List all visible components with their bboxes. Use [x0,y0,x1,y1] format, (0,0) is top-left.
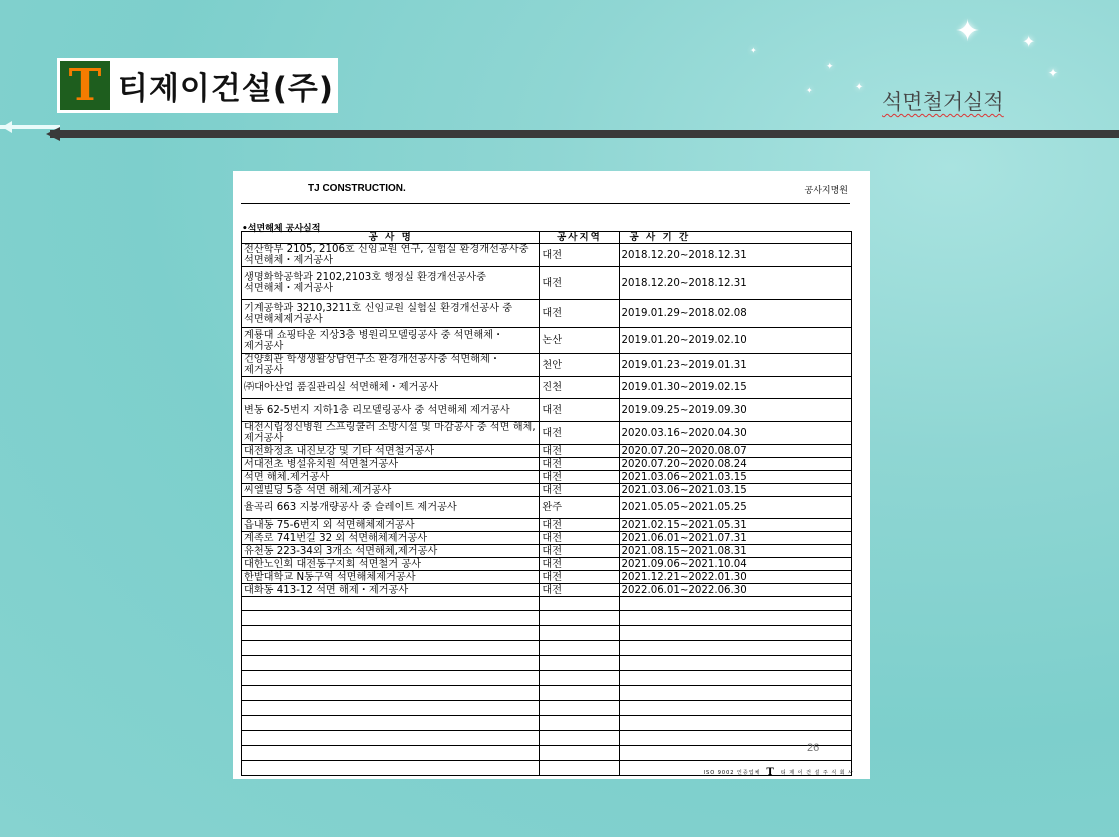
cell-period: 2021.09.06~2021.10.04 [619,558,851,571]
empty-row [242,597,852,611]
header-divider [50,130,1119,138]
table-row [242,267,852,300]
cell-period: 2021.12.21~2022.01.30 [619,571,851,584]
cell-name: 건양회관 학생생활상담연구소 환경개선공사중 석면해체・제거공사 [242,354,540,377]
cell-period: 2021.06.01~2021.07.31 [619,532,851,545]
cell-name: 기계공학과 3210,3211호 신임교원 실험실 환경개선공사 중 석면해체제거공사 [242,300,540,328]
cell-period: 2021.03.06~2021.03.15 [619,471,851,484]
empty-cell [242,671,540,686]
empty-cell [619,656,851,671]
table-row [242,300,852,328]
document-type: 공사지명원 [804,186,848,196]
column-header-name: 공 사 명 [242,232,540,244]
empty-row [242,656,852,671]
cell-period: 2019.01.20~2019.02.10 [619,328,851,354]
empty-cell [540,611,619,626]
cell-name: 계룡대 쇼핑타운 지상3층 병원리모델링공사 중 석면해체・제거공사 [242,328,540,354]
cell-period: 2020.07.20~2020.08.24 [619,458,851,471]
empty-cell [619,701,851,716]
cell-name: 유천동 223-34외 3개소 석면해체,제거공사 [242,545,540,558]
cell-name: 대전시립정신병원 스프링쿨러 소방시설 및 마감공사 중 석면 해체,제거공사 [242,422,540,445]
sparkle-decoration: ✦ [1022,32,1036,51]
document-rule [241,203,850,204]
empty-cell [540,746,619,761]
empty-cell [242,656,540,671]
empty-cell [619,611,851,626]
cell-region: 대전 [540,267,619,300]
footer-certification: ISO 9002 인증업체 [703,770,761,776]
logo-letter: T [68,59,102,111]
empty-row [242,716,852,731]
arrow-left-icon [46,127,60,141]
sparkle-decoration: ✦ [750,46,757,55]
cell-period: 2019.09.25~2019.09.30 [619,399,851,422]
table-row [242,584,852,597]
column-header-period: 공 사 기 간 [619,232,851,244]
footer-logo-mark: T [766,767,775,778]
page-title: 석면철거실적 [882,90,1004,114]
table-row [242,545,852,558]
cell-region: 대전 [540,300,619,328]
cell-region: 대전 [540,571,619,584]
cell-region: 논산 [540,328,619,354]
page-number: 26 [807,742,820,754]
empty-cell [242,641,540,656]
cell-region: 대전 [540,519,619,532]
document-footer [704,767,854,778]
empty-cell [540,701,619,716]
cell-name: 한밭대학교 N동구역 석면해체제거공사 [242,571,540,584]
empty-cell [242,597,540,611]
empty-row [242,611,852,626]
empty-cell [540,626,619,641]
empty-cell [540,716,619,731]
cell-period: 2019.01.30~2019.02.15 [619,377,851,399]
cell-name: 서대전초 병설유치원 석면철거공사 [242,458,540,471]
cell-period: 2020.03.16~2020.04.30 [619,422,851,445]
cell-name: 대전화정초 내진보강 및 기타 석면철거공사 [242,445,540,458]
column-header-region: 공사지역 [540,232,619,244]
document-page [233,171,870,779]
empty-row [242,701,852,716]
cell-region: 대전 [540,471,619,484]
empty-row [242,626,852,641]
table-row [242,484,852,497]
sparkle-decoration: ✦ [855,82,864,93]
cell-region: 대전 [540,399,619,422]
cell-name: 전산학부 2105, 2106호 신임교원 연구, 실험실 환경개선공사중 석면해체・제거공사 [242,244,540,267]
table-row [242,399,852,422]
cell-region: 대전 [540,422,619,445]
cell-region: 대전 [540,532,619,545]
cell-period: 2022.06.01~2022.06.30 [619,584,851,597]
sparkle-decoration: ✦ [955,14,981,49]
table-row [242,532,852,545]
empty-cell [540,641,619,656]
empty-row [242,731,852,746]
cell-period: 2018.12.20~2018.12.31 [619,244,851,267]
sparkle-decoration: ✦ [826,62,834,72]
cell-period: 2021.02.15~2021.05.31 [619,519,851,532]
cell-period: 2020.07.20~2020.08.07 [619,445,851,458]
table-row [242,328,852,354]
logo-mark [60,61,110,110]
table-header-row [242,232,852,244]
company-name: 티제이건설(주) [118,71,335,107]
cell-region: 대전 [540,584,619,597]
cell-name: 씨엘빌딩 5층 석면 해체.제거공사 [242,484,540,497]
empty-cell [619,686,851,701]
empty-cell [540,671,619,686]
cell-region: 진천 [540,377,619,399]
empty-cell [540,597,619,611]
empty-cell [540,761,619,776]
cell-name: 율곡리 663 지붕개량공사 중 슬레이트 제거공사 [242,497,540,519]
cell-period: 2021.03.06~2021.03.15 [619,484,851,497]
empty-row [242,746,852,761]
empty-row [242,671,852,686]
empty-cell [242,731,540,746]
empty-cell [540,686,619,701]
cell-region: 완주 [540,497,619,519]
records-table [241,231,852,776]
empty-cell [619,716,851,731]
table-row [242,244,852,267]
sparkle-decoration: ✦ [806,86,813,95]
empty-cell [242,701,540,716]
table-row [242,445,852,458]
document-company-en: TJ CONSTRUCTION. [308,183,406,194]
cell-period: 2021.08.15~2021.08.31 [619,545,851,558]
empty-cell [242,626,540,641]
table-row [242,497,852,519]
empty-cell [242,716,540,731]
section-title: •석면해체 공사실적 [242,224,321,234]
table-row [242,558,852,571]
empty-cell [242,611,540,626]
empty-cell [619,597,851,611]
cell-name: 변동 62-5번지 지하1층 리모델링공사 중 석면해체 제거공사 [242,399,540,422]
cell-region: 대전 [540,244,619,267]
cell-region: 대전 [540,545,619,558]
empty-cell [540,656,619,671]
sparkle-decoration: ✦ [1048,66,1059,80]
table-row [242,519,852,532]
cell-name: ㈜대아산업 품질관리실 석면해체・제거공사 [242,377,540,399]
cell-name: 생명화학공학과 2102,2103호 행정실 환경개선공사중 석면해체・제거공사 [242,267,540,300]
cell-period: 2021.05.05~2021.05.25 [619,497,851,519]
empty-cell [242,686,540,701]
empty-cell [540,731,619,746]
empty-cell [242,761,540,776]
empty-row [242,641,852,656]
cell-name: 계족로 741번길 32 외 석면해체제거공사 [242,532,540,545]
footer-company: 티 제 이 건 설 주 식 회 사 [780,770,854,776]
arrow-left-icon [2,121,12,133]
cell-name: 대한노인회 대전동구지회 석면철거 공사 [242,558,540,571]
empty-row [242,686,852,701]
empty-cell [619,626,851,641]
cell-name: 석면 해체.제거공사 [242,471,540,484]
table-row [242,571,852,584]
cell-name: 대화동 413-12 석면 해제・제거공사 [242,584,540,597]
company-logo [57,58,338,113]
cell-region: 천안 [540,354,619,377]
table-row [242,377,852,399]
cell-period: 2019.01.29~2018.02.08 [619,300,851,328]
table-row [242,354,852,377]
cell-region: 대전 [540,484,619,497]
cell-region: 대전 [540,458,619,471]
cell-region: 대전 [540,558,619,571]
empty-cell [619,671,851,686]
cell-region: 대전 [540,445,619,458]
empty-cell [242,746,540,761]
table-row [242,471,852,484]
cell-period: 2018.12.20~2018.12.31 [619,267,851,300]
cell-period: 2019.01.23~2019.01.31 [619,354,851,377]
empty-cell [619,641,851,656]
cell-name: 읍내동 75-6번지 외 석면해체제거공사 [242,519,540,532]
table-row [242,458,852,471]
table-row [242,422,852,445]
